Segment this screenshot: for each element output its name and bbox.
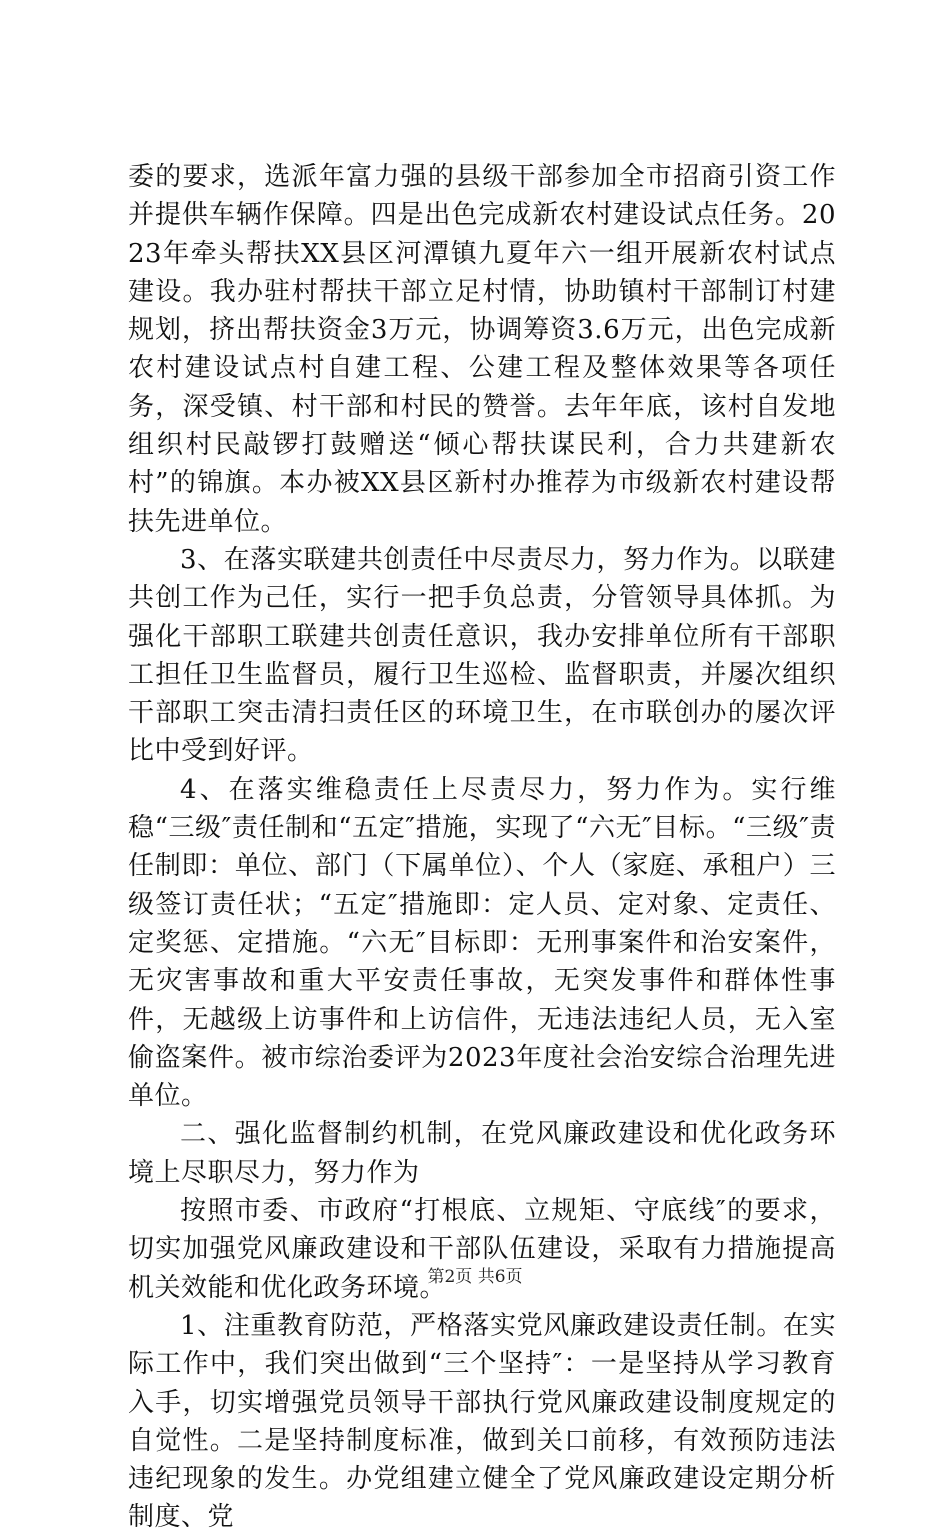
paragraph-6: 1、注重教育防范，严格落实党风廉政建设责任制。在实际工作中，我们突出做到“三个坚持″：一是坚持从学习教育入手，切实增强党员领导干部执行党风廉政建设制度规定的自觉性。二是坚持制度标准，做到关口前移，有效预防违法违纪现象的发生。办党组建立健全了党风廉政建设定期分析制度、党 xyxy=(128,1310,836,1533)
paragraph-3: 4、在落实维稳责任上尽责尽力，努力作为。实行维稳“三级″责任制和“五定″措施，实现了“六无″目标。“三级″责任制即：单位、部门（下属单位）、个人（家庭、承租户）三级签订责任状；“五定″措施即：定人员、定对象、定责任、定奖惩、定措施。“六无″目标即：无刑事案件和治安案件，无灾害事故和重大平安责任事故，无突发事件和群体性事件，无越级上访事件和上访信件，无违法违纪人员，无入室偷盗案件。被市综治委评为2023年度社会治安综合治理先进单位。 xyxy=(128,774,836,1112)
paragraph-1: 委的要求，选派年富力强的县级干部参加全市招商引资工作并提供车辆作保障。四是出色完成新农村建设试点任务。2023年牵头帮扶XX县区河潭镇九夏年六一组开展新农村试点建设。我办驻村帮扶干部立足村情，协助镇村干部制订村建规划，挤出帮扶资金3万元，协调筹资3.6万元，出色完成新农村建设试点村自建工程、公建工程及整体效果等各项任务，深受镇、村干部和村民的赞誉。去年年底，该村自发地组织村民敲锣打鼓赠送“倾心帮扶谋民利，合力共建新农村”的锦旗。本办被XX县区新村办推荐为市级新农村建设帮扶先进单位。 xyxy=(128,162,836,537)
paragraph-2: 3、在落实联建共创责任中尽责尽力，努力作为。以联建共创工作为己任，实行一把手负总责，分管领导具体抓。为强化干部职工联建共创责任意识，我办安排单位所有干部职工担任卫生监督员，履行卫生巡检、监督职责，并屡次组织干部职工突击清扫责任区的环境卫生，在市联创办的屡次评比中受到好评。 xyxy=(128,544,836,767)
page-number: 第2页 共6页 xyxy=(427,1267,523,1287)
document-body xyxy=(128,158,836,1537)
section-heading: 二、强化监督制约机制，在党风廉政建设和优化政务环境上尽职尽力，努力作为 xyxy=(128,1119,836,1188)
paragraph-5: 按照市委、市政府“打根底、立规矩、守底线″的要求，切实加强党风廉政建设和干部队伍建设，采取有力措施提高机关效能和优化政务环境。 xyxy=(128,1196,836,1303)
